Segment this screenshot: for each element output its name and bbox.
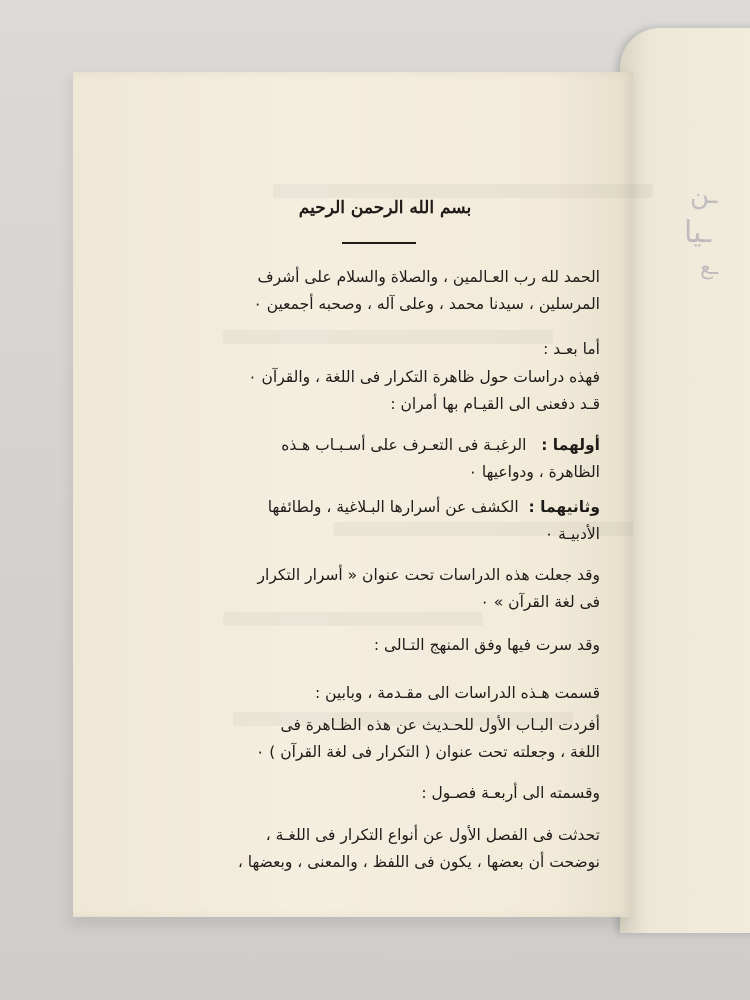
line: نوضحت أن بعضها ، يكون فى اللفظ ، والمعنى ، وبعضها ، xyxy=(237,853,600,871)
paragraph-10 xyxy=(100,780,600,807)
paragraph-7 xyxy=(100,632,600,659)
line: الأدبيـة ٠ xyxy=(544,525,600,543)
paragraph-11 xyxy=(100,822,600,876)
paragraph-1 xyxy=(100,264,600,318)
lead-word: أولهما : xyxy=(541,436,600,454)
line: أما بعـد : xyxy=(543,340,600,358)
line: تحدثت فى الفصل الأول عن أنواع التكرار فى اللغـة ، xyxy=(265,826,600,844)
paragraph-2 xyxy=(100,336,600,363)
lead-word: وثانيهما : xyxy=(528,498,600,516)
bleed-mark-1: ـن xyxy=(690,180,718,210)
paragraph-3 xyxy=(100,364,600,418)
line: الظاهرة ، ودواعيها ٠ xyxy=(468,463,600,481)
line: الكشف عن أسرارها البـلاغية ، ولطائفها xyxy=(267,498,519,516)
line: قـد دفعنى الى القيـام بها أمران : xyxy=(390,395,600,413)
line: المرسلين ، سيدنا محمد ، وعلى آله ، وصحبه أجمعين ٠ xyxy=(253,295,600,313)
line: وقسمته الى أربعـة فصـول : xyxy=(421,784,600,802)
paragraph-8 xyxy=(100,680,600,707)
line: فهذه دراسات حول ظاهرة التكرار فى اللغة ، والقرآن ٠ xyxy=(248,368,600,386)
facing-page xyxy=(620,28,750,933)
line: الحمد لله رب العـالمين ، والصلاة والسلام على أشرف xyxy=(257,268,600,286)
paragraph-4 xyxy=(100,432,600,486)
bleed-mark-2: ـيا xyxy=(684,215,711,250)
bismillah-heading: بسم الله الرحمن الرحيم xyxy=(298,198,472,218)
line: الرغبـة فى التعـرف على أسـبـاب هـذه xyxy=(281,436,527,454)
title-rule xyxy=(342,242,416,244)
line: وقد سرت فيها وفق المنهج التـالى : xyxy=(373,636,600,654)
line: أفردت البـاب الأول للحـديث عن هذه الظـاهرة فى xyxy=(280,716,600,734)
line: فى لغة القرآن » ٠ xyxy=(480,593,600,611)
paragraph-9 xyxy=(100,712,600,766)
paragraph-6 xyxy=(100,562,600,616)
paragraph-5 xyxy=(100,494,600,548)
line: وقد جعلت هذه الدراسات تحت عنوان « أسرار التكرار xyxy=(257,566,600,584)
bleed-mark-3: ـع xyxy=(700,255,719,280)
line: قسمت هـذه الدراسات الى مقـدمة ، وبابين : xyxy=(314,684,600,702)
line: اللغة ، وجعلته تحت عنوان ( التكرار فى لغة القرآن ) ٠ xyxy=(256,743,600,761)
